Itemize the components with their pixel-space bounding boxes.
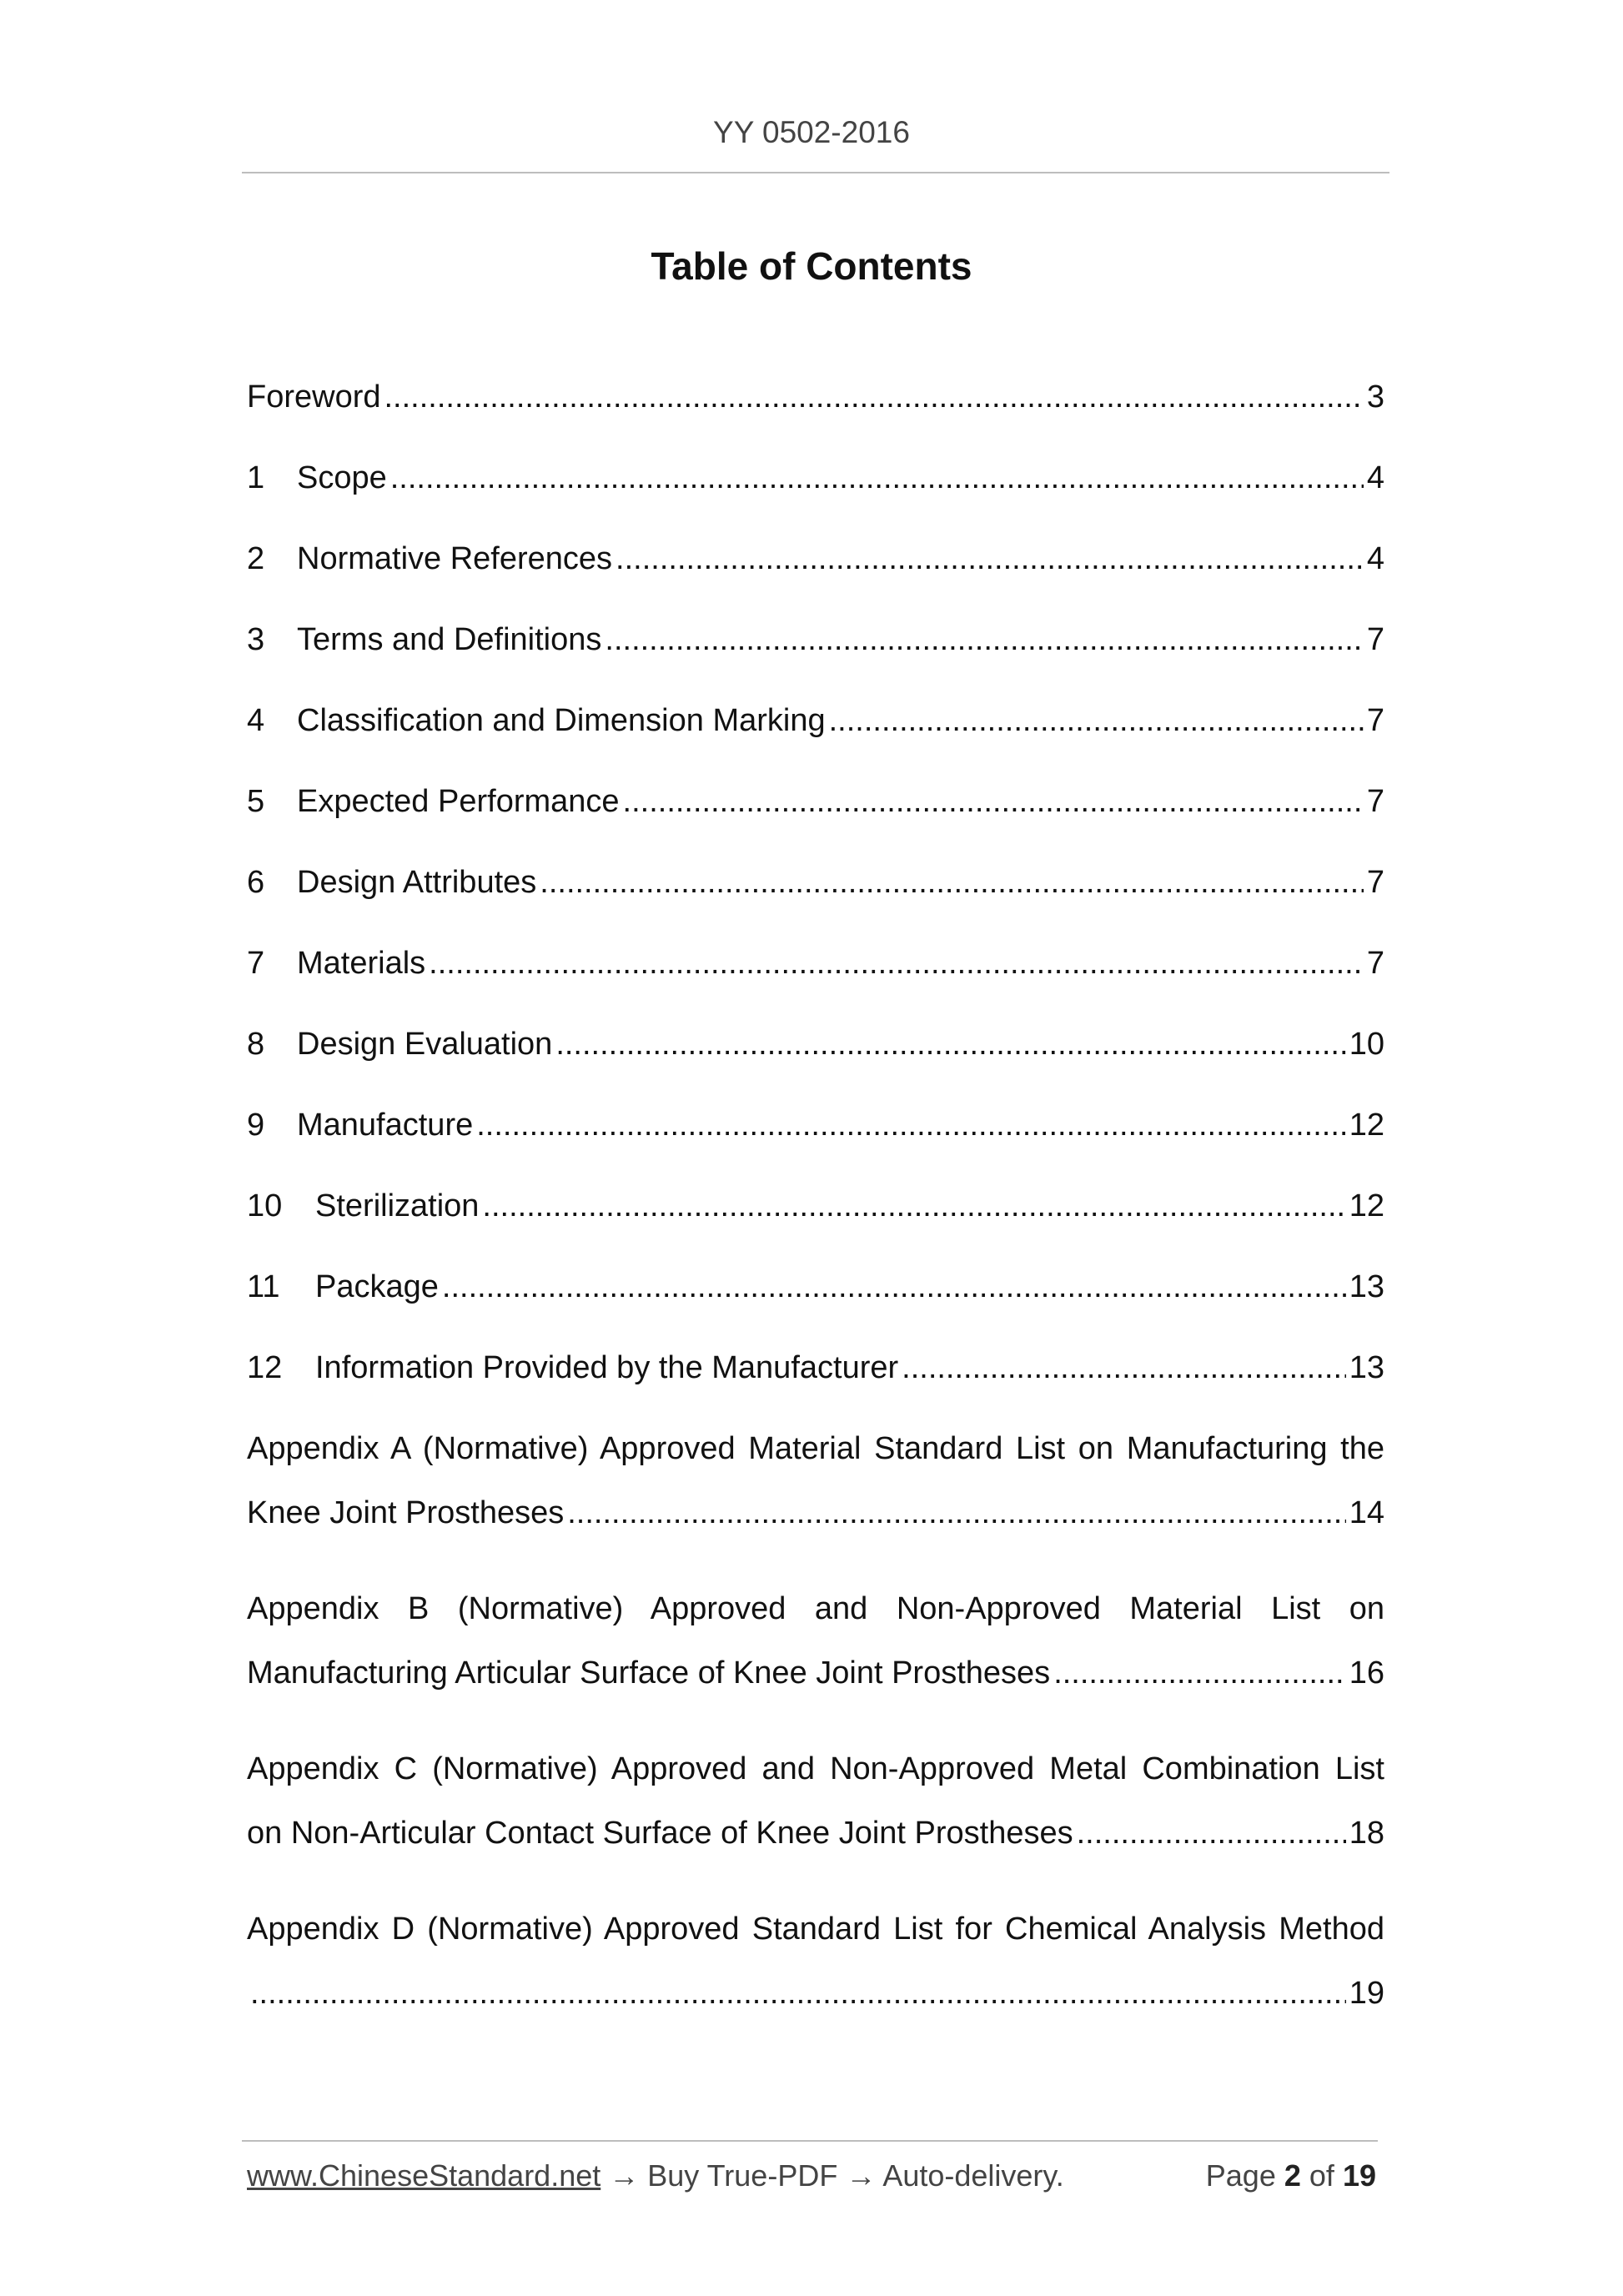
toc-leader-dots (555, 1022, 1345, 1066)
toc-entry-10[interactable] (247, 1184, 1384, 1265)
toc-entry-1[interactable] (247, 456, 1384, 537)
toc-leader-dots (476, 1103, 1345, 1147)
toc-entry-label: Classification and Dimension Marking (297, 703, 826, 738)
toc-leader-dots (442, 1265, 1346, 1309)
toc-entry-number: 2 (247, 541, 265, 576)
toc-entry-appendix-a[interactable] (247, 1427, 1384, 1572)
toc-entry-page: 4 (1366, 460, 1384, 495)
toc-entry-number: 3 (247, 622, 265, 657)
toc-entry-label: Foreword (247, 379, 381, 414)
footer-divider (242, 2140, 1378, 2142)
toc-entry-label: Appendix C (Normative) Approved and Non-Approved Metal Combination List (247, 1751, 1384, 1786)
toc-entry-number: 11 (247, 1269, 280, 1304)
toc-entry-label: Normative References (297, 541, 613, 576)
toc-entry-page: 12 (1349, 1188, 1384, 1223)
toc-entry-label-cont: on Non-Articular Contact Surface of Knee Joint Prostheses (247, 1816, 1073, 1851)
table-of-contents (247, 375, 1384, 2067)
toc-entry-4[interactable] (247, 699, 1384, 780)
toc-entry-label: Appendix A (Normative) Approved Material Standard List on Manufacturing the (247, 1431, 1384, 1466)
website-link[interactable]: www.ChineseStandard.net (247, 2158, 601, 2193)
toc-entry-page: 16 (1349, 1655, 1384, 1691)
toc-entry-label: Manufacture (297, 1108, 474, 1143)
toc-entry-label: Package (315, 1269, 439, 1304)
toc-leader-dots (384, 375, 1364, 419)
toc-entry-label: Appendix D (Normative) Approved Standard List for Chemical Analysis Method (247, 1912, 1384, 1947)
page-indicator (1206, 2158, 1376, 2193)
toc-entry-label-cont: Knee Joint Prostheses (247, 1495, 565, 1530)
toc-entry-label-cont: Manufacturing Articular Surface of Knee Joint Prostheses (247, 1655, 1051, 1691)
toc-entry-page: 18 (1349, 1816, 1384, 1851)
page-of: of (1309, 2158, 1334, 2193)
toc-entry-6[interactable] (247, 861, 1384, 942)
toc-entry-page: 4 (1366, 541, 1384, 576)
toc-leader-dots (623, 780, 1364, 823)
toc-entry-label: Expected Performance (297, 784, 620, 819)
toc-entry-number: 6 (247, 865, 265, 900)
toc-entry-page: 7 (1366, 622, 1384, 657)
toc-entry-page: 12 (1349, 1108, 1384, 1143)
toc-entry-2[interactable] (247, 537, 1384, 618)
toc-entry-page: 13 (1349, 1269, 1384, 1304)
toc-entry-number: 5 (247, 784, 265, 819)
toc-leader-dots (482, 1184, 1345, 1228)
toc-entry-appendix-d[interactable] (247, 1907, 1384, 2052)
toc-entry-page: 7 (1366, 946, 1384, 981)
toc-leader-dots (829, 699, 1364, 742)
toc-entry-appendix-c[interactable] (247, 1747, 1384, 1892)
toc-entry-page: 19 (1349, 1976, 1384, 2011)
toc-entry-label: Appendix B (Normative) Approved and Non-Approved Material List on (247, 1591, 1384, 1626)
toc-entry-label: Terms and Definitions (297, 622, 602, 657)
toc-entry-page: 14 (1349, 1495, 1384, 1530)
toc-entry-number: 7 (247, 946, 265, 981)
page-prefix: Page (1205, 2158, 1276, 2193)
header-divider (242, 172, 1389, 173)
toc-entry-label: Materials (297, 946, 426, 981)
page-total: 19 (1342, 2158, 1376, 2193)
toc-entry-number: 10 (247, 1188, 283, 1223)
toc-entry-page: 13 (1349, 1350, 1384, 1385)
toc-entry-11[interactable] (247, 1265, 1384, 1346)
toc-entry-number: 9 (247, 1108, 265, 1143)
toc-entry-appendix-b[interactable] (247, 1587, 1384, 1732)
toc-leader-dots (429, 942, 1364, 985)
toc-entry-5[interactable] (247, 780, 1384, 861)
toc-leader-dots (616, 537, 1364, 580)
toc-leader-dots (1077, 1811, 1346, 1855)
toc-leader-dots (605, 618, 1363, 661)
toc-entry-7[interactable] (247, 942, 1384, 1022)
document-header: YY 0502-2016 (713, 115, 910, 149)
toc-leader-dots (540, 861, 1364, 904)
toc-entry-number: 1 (247, 460, 265, 495)
toc-entry-label: Scope (297, 460, 387, 495)
toc-leader-dots (250, 1972, 1346, 2015)
toc-entry-label: Design Evaluation (297, 1027, 553, 1062)
toc-leader-dots (390, 456, 1364, 500)
footer-tagline: → Buy True-PDF → Auto-delivery. (600, 2158, 1064, 2193)
toc-leader-dots (902, 1346, 1346, 1389)
toc-entry-label: Design Attributes (297, 865, 537, 900)
toc-entry-number: 8 (247, 1027, 265, 1062)
toc-entry-9[interactable] (247, 1103, 1384, 1184)
page-current: 2 (1284, 2158, 1301, 2193)
toc-entry-page: 7 (1366, 703, 1384, 738)
toc-entry-12[interactable] (247, 1346, 1384, 1427)
toc-entry-number: 4 (247, 703, 265, 738)
toc-entry-page: 3 (1366, 379, 1384, 414)
toc-entry-label: Sterilization (315, 1188, 480, 1223)
toc-leader-dots (1053, 1651, 1346, 1695)
toc-entry-label: Information Provided by the Manufacturer (315, 1350, 899, 1385)
page-title: Table of Contents (651, 244, 972, 288)
toc-entry-page: 7 (1366, 865, 1384, 900)
toc-entry-page: 7 (1366, 784, 1384, 819)
toc-entry-page: 10 (1349, 1027, 1384, 1062)
toc-entry-number: 12 (247, 1350, 283, 1385)
footer-promo (247, 2158, 1064, 2193)
toc-entry-3[interactable] (247, 618, 1384, 699)
toc-leader-dots (567, 1491, 1345, 1535)
toc-entry-8[interactable] (247, 1022, 1384, 1103)
toc-entry-foreword[interactable] (247, 375, 1384, 456)
